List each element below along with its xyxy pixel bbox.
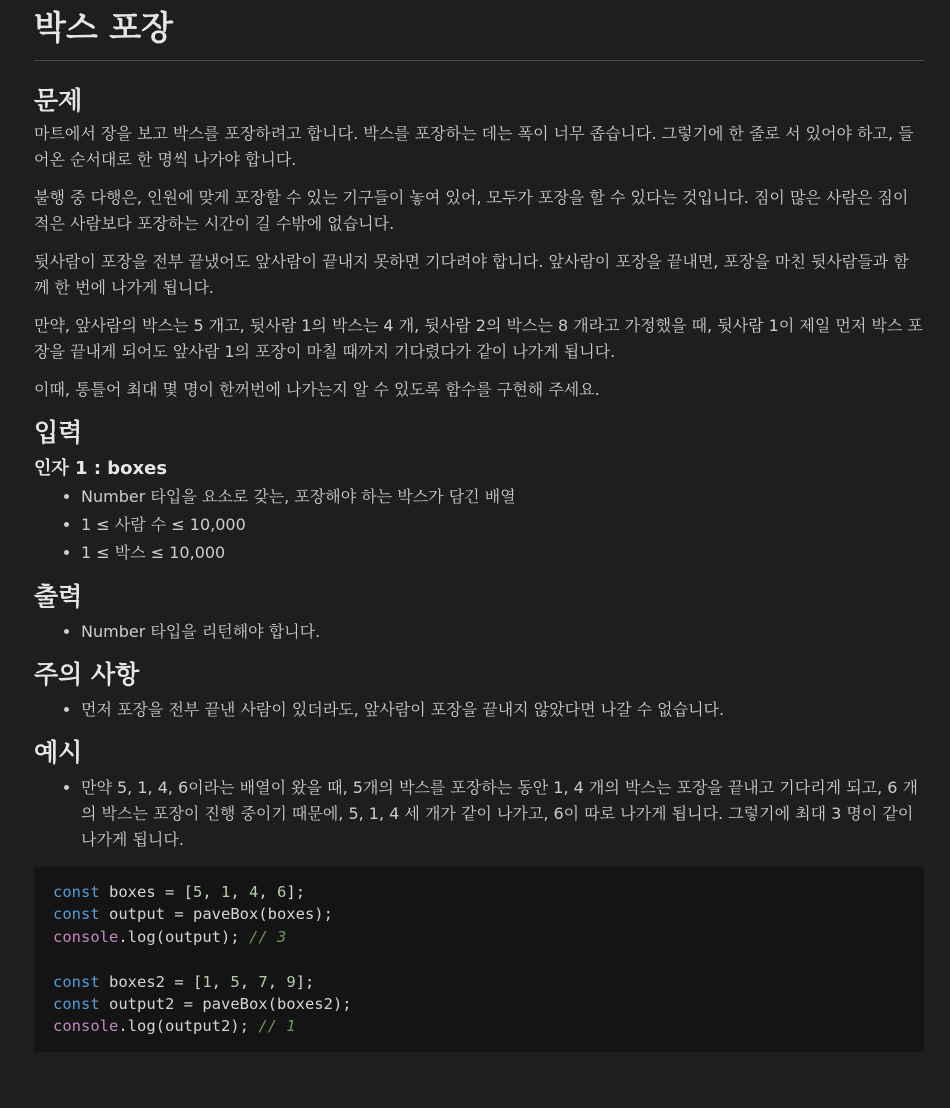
- code-text: ,: [267, 972, 287, 991]
- code-line: [53, 881, 905, 903]
- code-number: 4: [249, 883, 259, 901]
- code-line: [53, 926, 905, 948]
- code-keyword: const: [53, 905, 100, 924]
- code-number: 1: [202, 972, 212, 991]
- problem-heading: 문제: [34, 86, 83, 115]
- code-text: ];: [286, 883, 306, 901]
- code-text: ,: [211, 972, 231, 991]
- code-number: 1: [221, 883, 231, 901]
- code-line: [53, 993, 905, 1015]
- code-block[interactable]: [34, 867, 924, 1052]
- problem-paragraph: 뒷사람이 포장을 전부 끝냈어도 앞사람이 끝내지 못하면 기다려야 합니다. 앞사람이 포장을 끝내면, 포장을 마친 뒷사람들과 함께 한 번에 나가게 됩니다.: [34, 252, 909, 297]
- list-item: • Number 타입을 리턴해야 합니다.: [81, 619, 924, 645]
- list-item: • 1 ≤ 박스 ≤ 10,000: [81, 539, 924, 567]
- code-keyword: console: [53, 927, 119, 946]
- code-text: output2 = paveBox(boxes2);: [99, 994, 352, 1013]
- list-item: • Number 타입을 요소로 갖는, 포장해야 하는 박스가 담긴 배열: [81, 483, 924, 511]
- problem-paragraph: 이때, 통틀어 최대 몇 명이 한꺼번에 나가는지 알 수 있도록 함수를 구현해 주세요.: [34, 380, 600, 399]
- code-text: ,: [258, 883, 278, 901]
- output-list: [34, 619, 924, 645]
- code-number: 5: [193, 883, 203, 901]
- code-comment: // 3: [248, 927, 287, 946]
- input-list: [34, 483, 924, 567]
- list-item: • 1 ≤ 사람 수 ≤ 10,000: [81, 511, 924, 539]
- code-keyword: const: [53, 972, 100, 991]
- code-text: .log(output);: [118, 927, 249, 946]
- code-line: [53, 1015, 905, 1037]
- code-text: ,: [239, 972, 259, 991]
- example-heading: 예시: [34, 738, 83, 767]
- code-keyword: const: [53, 883, 100, 901]
- code-text: boxes = [: [99, 883, 193, 901]
- input-section: [34, 417, 924, 567]
- code-number: 7: [258, 972, 268, 991]
- code-text: boxes2 = [: [99, 972, 203, 991]
- example-section: [34, 737, 924, 1052]
- notes-list: [34, 697, 924, 723]
- notes-heading: 주의 사항: [34, 660, 140, 689]
- code-comment: // 1: [258, 1017, 296, 1036]
- code-line: [53, 903, 905, 925]
- code-keyword: console: [53, 1017, 119, 1036]
- example-list: [34, 775, 924, 853]
- problem-paragraph: 만약, 앞사람의 박스는 5 개고, 뒷사람 1의 박스는 4 개, 뒷사람 2의 박스는 8 개라고 가정했을 때, 뒷사람 1이 제일 먼저 박스 포장을 끝내게 되어도 앞사람 1의 포장이 마칠 때까지 기다렸다가 같이 나가게 됩니다.: [34, 316, 923, 361]
- code-line-empty: [53, 948, 905, 970]
- code-keyword: const: [53, 994, 100, 1013]
- notes-section: [34, 659, 924, 723]
- page-title: 박스 포장: [34, 0, 924, 61]
- code-text: ,: [230, 883, 250, 901]
- code-number: 6: [277, 883, 287, 901]
- code-number: 9: [286, 972, 296, 991]
- list-item: • 만약 5, 1, 4, 6이라는 배열이 왔을 때, 5개의 박스를 포장하는 동안 1, 4 개의 박스는 포장을 끝내고 기다리게 되고, 6 개의 박스는 포장이 진행 중이기 때문에, 5, 1, 4 세 개가 같이 나가고, 6이 따로 나가게 됩니다. 그렇기에 최대 3 명이 같이 나가게 됩니다.: [81, 775, 924, 853]
- code-text: output = paveBox(boxes);: [99, 905, 333, 924]
- code-number: 5: [230, 972, 240, 991]
- output-heading: 출력: [34, 582, 83, 611]
- problem-paragraph: 불행 중 다행은, 인원에 맞게 포장할 수 있는 기구들이 놓여 있어, 모두가 포장을 할 수 있다는 것입니다. 짐이 많은 사람은 짐이 적은 사람보다 포장하는 시간이 길 수밖에 없습니다.: [34, 188, 909, 233]
- code-text: .log(output2);: [118, 1017, 259, 1036]
- code-text: ];: [295, 972, 315, 991]
- code-text: ,: [202, 883, 222, 901]
- code-line: [53, 971, 905, 993]
- argument-title: 인자 1 : boxes: [34, 458, 168, 479]
- output-section: [34, 581, 924, 645]
- problem-section: [34, 85, 924, 403]
- input-heading: 입력: [34, 418, 83, 447]
- list-item: • 먼저 포장을 전부 끝낸 사람이 있더라도, 앞사람이 포장을 끝내지 않았다면 나갈 수 없습니다.: [81, 697, 924, 723]
- problem-paragraph: 마트에서 장을 보고 박스를 포장하려고 합니다. 박스를 포장하는 데는 폭이 너무 좁습니다. 그렇기에 한 줄로 서 있어야 하고, 들어온 순서대로 한 명씩 나가야 합니다.: [34, 124, 914, 169]
